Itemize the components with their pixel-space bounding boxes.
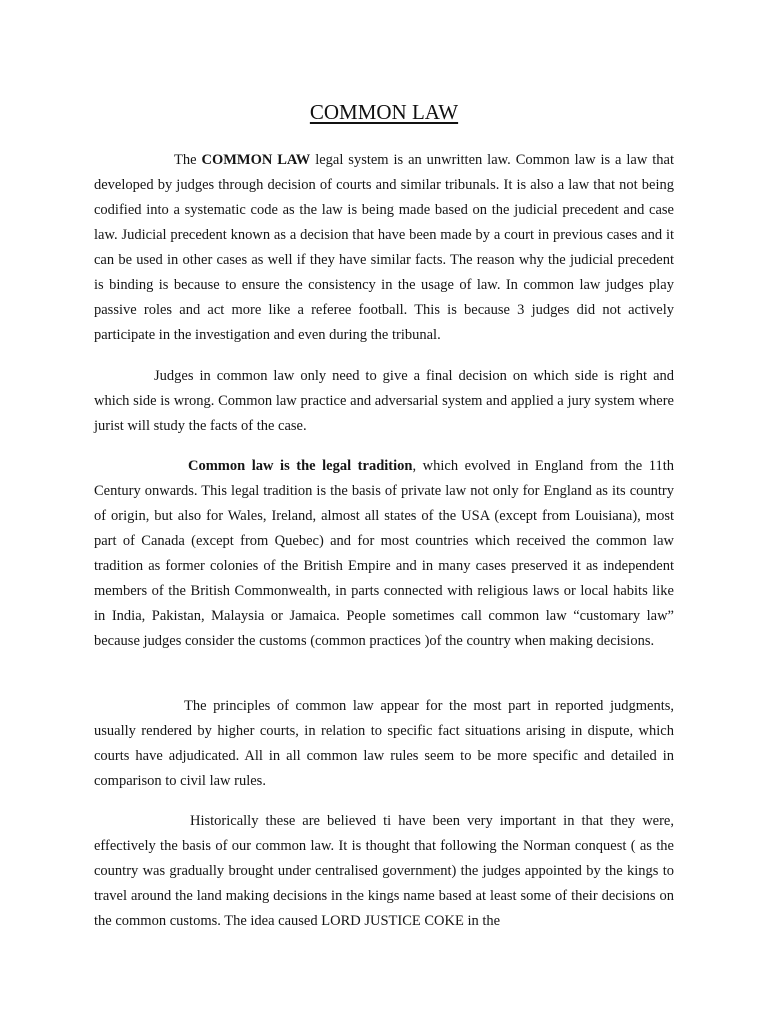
paragraph-1-lead: The <box>174 152 202 168</box>
paragraph-1 <box>94 148 674 348</box>
paragraph-3 <box>94 454 674 654</box>
paragraph-1-bold: COMMON LAW <box>201 152 311 168</box>
page-title: COMMON LAW <box>309 100 459 124</box>
paragraph-1-rest: legal system is an unwritten law. Common law is a law that developed by judges through decision of courts and similar tribunals. It is also a law that not being codified into a systematic code as the law is being made based on the judicial precedent and case law. Judicial precedent known as a decision that have been made by a court in previous cases and it can be used in other cases as well if they have similar facts. The reason why the judicial precedent is binding is because to ensure the consistency in the usage of law. In common law judges play passive roles and act more like a referee football. This is because 3 judges did not actively participate in the investigation and even during the tribunal. <box>94 152 674 343</box>
paragraph-5: Historically these are believed ti have been very important in that they were, effectively the basis of our common law. It is thought that following the Norman conquest ( as the country was gradually brought under centralised government) the judges appointed by the kings to travel around the land making decisions in the kings name based at least some of their decisions on the common customs. The idea caused LORD JUSTICE COKE in the <box>94 813 674 929</box>
paragraph-3-rest: , which evolved in England from the 11th Century onwards. This legal tradition is the basis of private law not only for England as its country of origin, but also for Wales, Ireland, almost all states of the USA (except from Louisiana), most part of Canada (except from Quebec) and for most countries which received the common law tradition as former colonies of the British Empire and in many cases preserved it as independent members of the British Commonwealth, in parts connected with religious laws or local habits like in India, Pakistan, Malaysia or Jamaica. People sometimes call common law “customary law” because judges consider the customs (common practices )of the country when making decisions. <box>94 458 675 649</box>
paragraph-3-bold: Common law is the legal tradition <box>188 458 413 474</box>
paragraph-2: Judges in common law only need to give a final decision on which side is right and which side is wrong. Common law practice and adversarial system and applied a jury system where jurist will study the facts of the case. <box>94 368 674 434</box>
paragraph-4: The principles of common law appear for the most part in reported judgments, usually rendered by higher courts, in relation to specific fact situations arising in dispute, which courts have adjudicated. All in all common law rules seem to be more specific and detailed in comparison to civil law rules. <box>94 698 674 789</box>
